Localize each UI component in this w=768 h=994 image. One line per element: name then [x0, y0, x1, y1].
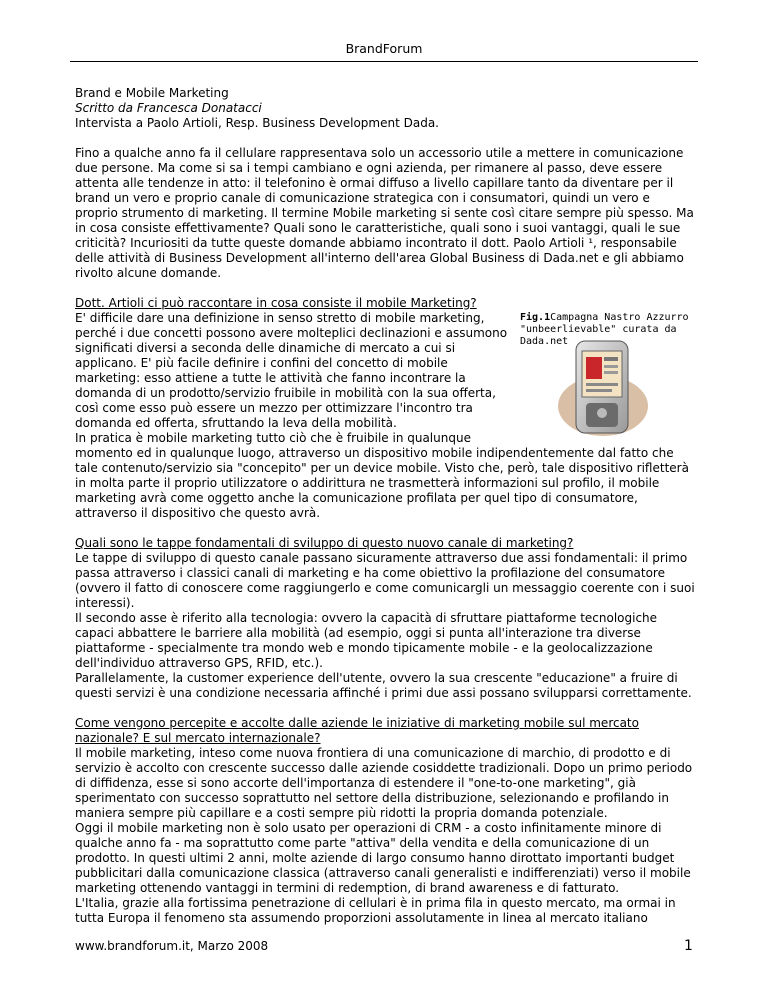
answer-3-paragraph-2: Oggi il mobile marketing non è solo usato per operazioni di CRM - a costo infinitamente minore di qualche anno fa - ma soprattutto come parte "attiva" della vendita e della comunicazione di un prodotto. In questi ultimi 2 anni, molte aziende di largo consumo hanno dirottato importanti budget pubblicitari dalla comunicazione classica (attraverso canali generalisti e indifferenziati) verso il mobile marketing ottenendo vantaggi in termini di redemption, di brand awareness e di fatturato.: [75, 821, 691, 895]
page-number: 1: [684, 938, 693, 954]
interview-line: Intervista a Paolo Artioli, Resp. Business Development Dada.: [75, 116, 439, 130]
question-3: Come vengono percepite e accolte dalle aziende le iniziative di marketing mobile sul mercato nazionale? E sul mercato internazionale?: [75, 716, 639, 745]
figure-1: [518, 311, 696, 439]
article-title: Brand e Mobile Marketing: [75, 86, 229, 100]
figure-caption-text: Campagna Nastro Azzurro "unbeerlievable" curata da Dada.net: [520, 312, 689, 347]
footer-source: www.brandforum.it, Marzo 2008: [75, 939, 269, 953]
answer-1-paragraph-1: E' difficile dare una definizione in senso stretto di mobile marketing, perché i due concetti possono avere molteplici declinazioni e assumono significati diversi a seconda delle dinamiche di mercato a cui si applicano. E' più facile definire i confini del concetto di mobile marketing: esso attiene a tutte le attività che fanno incontrare la domanda di un prodotto/servizio fruibile in mobilità con la sua offerta, così come esso può essere un mezzo per ottimizzare l'incontro tra domanda ed offerta, sfruttando la leva della mobilità.: [75, 311, 508, 430]
figure-label: Fig.1: [520, 312, 551, 323]
article-author: Scritto da Francesca Donatacci: [75, 101, 262, 115]
answer-2-paragraph-3: Parallelamente, la customer experience dell'utente, ovvero la sua crescente "educazione" a fruire di questi servizi è una condizione necessaria affinché i primi due assi possano svilupparsi correttamente.: [75, 671, 692, 700]
answer-3-paragraph-1: Il mobile marketing, inteso come nuova frontiera di una comunicazione di marchio, di prodotto e di servizio è accolto con crescente successo dalle aziende cosiddette tradizionali. Dopo un primo periodo di diffidenza, esse si sono accorte dell'importanza di estendere il "one-to-one marketing", già sperimentato con successo soprattutto nel settore della distribuzione, selezionando e profilando in maniera sempre più capillare e a costi sempre più ridotti la propria domanda potenziale.: [75, 746, 693, 820]
intro-paragraph: Fino a qualche anno fa il cellulare rappresentava solo un accessorio utile a mettere in comunicazione due persone. Ma come si sa i tempi cambiano e ogni azienda, per rimanere al passo, deve essere attenta alle tendenze in atto: il telefonino è ormai diffuso a livello capillare tanto da diventare per il brand un vero e proprio canale di comunicazione strategica con i consumatori, quindi un vero e proprio strumento di marketing. Il termine Mobile marketing si sente così citare sempre più spesso. Ma in cosa consiste effettivamente? Quali sono le caratteristiche, quali sono i suoi vantaggi, quali le sue criticità? Incuriositi da tutte queste domande abbiamo incontrato il dott. Paolo Artioli ¹, responsabile delle attività di Business Development all'interno dell'area Global Business di Dada.net e gli abbiamo rivolto alcune domande.: [75, 146, 694, 280]
header-rule: [70, 61, 698, 62]
answer-2-paragraph-1: Le tappe di sviluppo di questo canale passano sicuramente attraverso due assi fondamentali: il primo passa attraverso i classici canali di marketing e ha come obiettivo la profilazione del consumatore (ovvero il fatto di conoscere come raggiungerlo e come comunicargli un messaggio coerente con i suoi interessi).: [75, 551, 695, 610]
figure-caption: [520, 312, 696, 348]
answer-2-paragraph-2: Il secondo asse è riferito alla tecnologia: ovvero la capacità di sfruttare piattaforme tecnologiche capaci abbattere le barriere alla mobilità (ad esempio, oggi si punta all'interazione tra diverse piattaforme - specialmente tra mondo web e mondo tipicamente mobile - e la geolocalizzazione dell'individuo attraverso GPS, RFID, etc.).: [75, 611, 658, 670]
question-2: Quali sono le tappe fondamentali di sviluppo di questo nuovo canale di marketing?: [75, 536, 574, 550]
answer-1-paragraph-2: In pratica è mobile marketing tutto ciò che è fruibile in qualunque momento ed in qualunque luogo, attraverso un dispositivo mobile indipendentemente dal fatto che tale contenuto/servizio sia "concepito" per un device mobile. Visto che, però, tale dispositivo rifletterà in molta parte il proprio utilizzatore o addirittura ne trasmetterà informazioni sul profilo, il mobile marketing avrà come oggetto anche la comunicazione profilata per quel tipo di consumatore, attraverso il dispositivo che questo avrà.: [75, 431, 689, 520]
answer-3-paragraph-3: L'Italia, grazie alla fortissima penetrazione di cellulari è in prima fila in questo mercato, ma ormai in tutta Europa il fenomeno sta assumendo proporzioni assolutamente in linea al mercato italiano: [75, 896, 676, 925]
article: [75, 80, 696, 926]
question-1: Dott. Artioli ci può raccontare in cosa consiste il mobile Marketing?: [75, 296, 477, 310]
running-header: BrandForum: [345, 41, 423, 56]
